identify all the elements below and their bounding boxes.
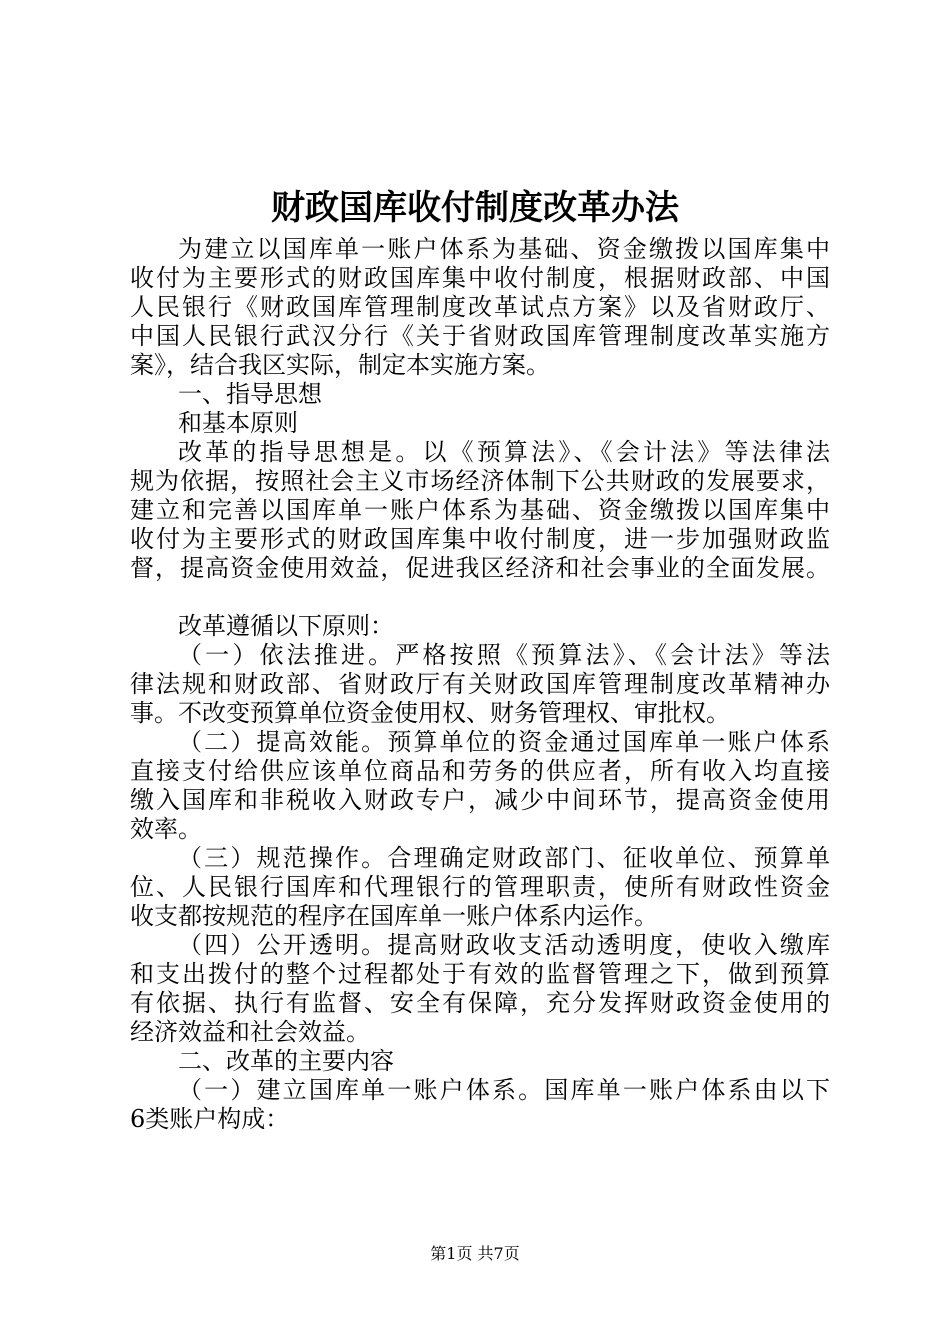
paragraph-line: 收付为主要形式的财政国库集中收付制度，进一步加强财政监 — [130, 525, 830, 553]
paragraph-line: 事。不改变预算单位资金使用权、财务管理权、审批权。 — [130, 699, 730, 727]
paragraph-line: 有依据、执行有监督、安全有保障，充分发挥财政资金使用的 — [130, 989, 830, 1017]
blank-line — [130, 583, 830, 612]
paragraph-line: 位、人民银行国库和代理银行的管理职责，使所有财政性资金 — [130, 873, 830, 901]
paragraph-line: （四）公开透明。提高财政收支活动透明度，使收入缴库 — [178, 931, 830, 959]
paragraph-line: 案》，结合我区实际，制定本实施方案。 — [130, 351, 550, 379]
paragraph-line: （一）依法推进。严格按照《预算法》、《会计法》等法 — [178, 641, 830, 669]
paragraph-line: 6类账户构成： — [130, 1105, 290, 1133]
paragraph-line: 改革遵循以下原则： — [178, 612, 394, 640]
paragraph-line: 督，提高资金使用效益，促进我区经济和社会事业的全面发展。 — [130, 554, 830, 582]
document-title: 财政国库收付制度改革办法 — [271, 188, 679, 228]
page-number: 第1页 共7页 — [430, 1244, 520, 1263]
paragraph-line: （一）建立国库单一账户体系。国库单一账户体系由以下 — [178, 1076, 830, 1104]
paragraph-line: 收付为主要形式的财政国库集中收付制度，根据财政部、中国 — [130, 264, 830, 292]
document-body — [130, 235, 830, 1134]
paragraph-line: 收支都按规范的程序在国库单一账户体系内运作。 — [130, 902, 658, 930]
paragraph-line: 建立和完善以国库单一账户体系为基础、资金缴拨以国库集中 — [130, 496, 830, 524]
paragraph-line: 改革的指导思想是。以《预算法》、《会计法》等法律法 — [178, 438, 830, 466]
paragraph-line: 中国人民银行武汉分行《关于省财政国库管理制度改革实施方 — [130, 322, 830, 350]
paragraph-line: 经济效益和社会效益。 — [130, 1018, 370, 1046]
paragraph-line: 缴入国库和非税收入财政专户，减少中间环节，提高资金使用 — [130, 786, 830, 814]
section-heading: 二、改革的主要内容 — [178, 1047, 394, 1075]
paragraph-line: 为建立以国库单一账户体系为基础、资金缴拨以国库集中 — [178, 235, 830, 263]
paragraph-line: （二）提高效能。预算单位的资金通过国库单一账户体系 — [178, 728, 830, 756]
paragraph-line: 直接支付给供应该单位商品和劳务的供应者，所有收入均直接 — [130, 757, 830, 785]
paragraph-line: 规为依据，按照社会主义市场经济体制下公共财政的发展要求， — [130, 467, 830, 495]
section-heading: 和基本原则 — [178, 409, 298, 437]
paragraph-line: 人民银行《财政国库管理制度改革试点方案》以及省财政厅、 — [130, 293, 830, 321]
paragraph-line: （三）规范操作。合理确定财政部门、征收单位、预算单 — [178, 844, 830, 872]
paragraph-line: 律法规和财政部、省财政厅有关财政国库管理制度改革精神办 — [130, 670, 830, 698]
section-heading: 一、指导思想 — [178, 380, 322, 408]
paragraph-line: 和支出拨付的整个过程都处于有效的监督管理之下，做到预算 — [130, 960, 830, 988]
paragraph-line: 效率。 — [130, 815, 202, 843]
